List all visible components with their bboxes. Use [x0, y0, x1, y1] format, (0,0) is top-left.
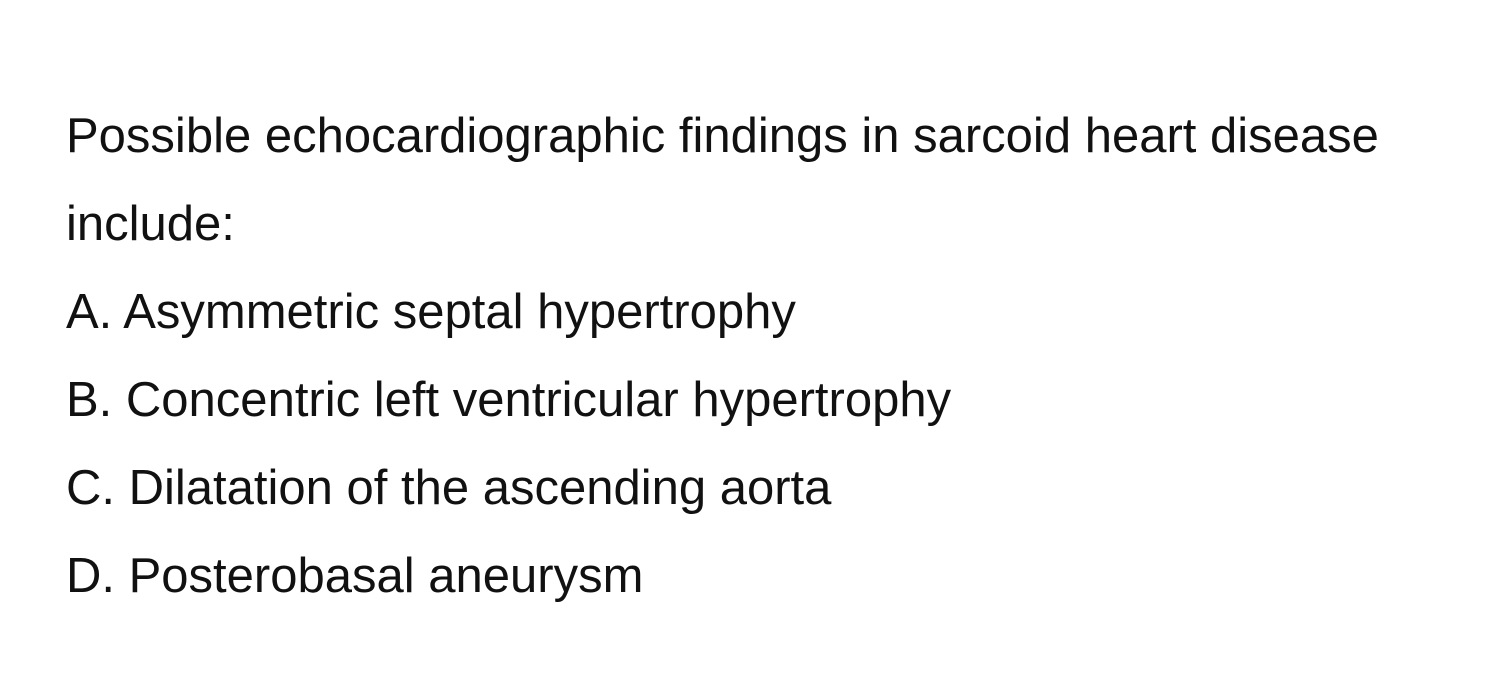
option-letter: D.	[66, 549, 115, 603]
option-text: Dilatation of the ascending aorta	[128, 461, 832, 515]
option-letter: A.	[66, 285, 113, 339]
option-b	[66, 356, 1430, 444]
option-text: Concentric left ventricular hypertrophy	[125, 373, 952, 427]
question-text: Possible echocardiographic findings in sarcoid heart disease include:	[66, 109, 1379, 251]
option-a	[66, 268, 1430, 356]
option-letter: C.	[66, 461, 115, 515]
answer-options	[66, 268, 1430, 620]
option-d	[66, 532, 1430, 620]
option-text: Posterobasal aneurysm	[128, 549, 644, 603]
option-letter: B.	[66, 373, 113, 427]
option-text: Asymmetric septal hypertrophy	[123, 285, 796, 339]
option-c	[66, 444, 1430, 532]
